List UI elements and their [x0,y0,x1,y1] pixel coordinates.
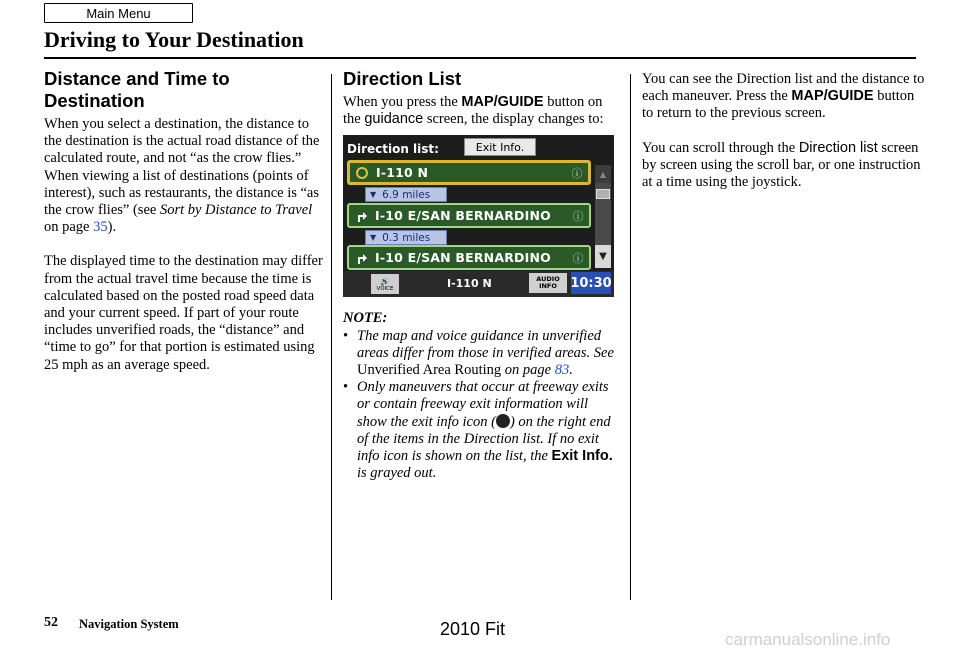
ref-sort-by-distance: Sort by Distance to Travel [159,202,313,219]
current-road: I-110 N [447,277,492,291]
column-direction-list [343,68,618,482]
turn-arrow-icon [353,250,369,266]
direction-row[interactable]: I-10 E/SAN BERNARDINO ⓘ [347,203,591,228]
audio-info-button[interactable]: AUDIO INFO [529,273,567,293]
guidance-screen-label: guidance [364,111,424,128]
exit-info-icon [496,414,510,428]
speaker-icon: 🔊 [380,276,390,286]
down-arrow-icon: ▼ [370,233,377,243]
model-label: 2010 Fit [440,619,506,639]
paragraph-see-list: You can see the Direction list and the distance to each maneuver. Press the MAP/GUIDE button to return to the previous screen. [642,71,925,122]
direction-row[interactable]: I-10 E/SAN BERNARDINO ⓘ [347,245,591,270]
paragraph-intro: When you press the MAP/GUIDE button on the guidance screen, the display changes to: [343,94,604,128]
distance-label: ▼ 0.3 miles [365,230,447,245]
screen-title: Direction list: [347,142,439,157]
scrollbar[interactable] [595,165,611,268]
destination-marker-icon [354,165,370,181]
exit-info-label: Exit Info. [551,448,613,465]
heading-rule [44,57,916,59]
direction-list-screen-label: Direction list [798,139,878,156]
paragraph-scroll: You can scroll through the Direction list screen by screen using the scroll bar, or one instruction at a time using the joystick. [642,139,921,191]
manual-name: Navigation System [79,617,179,631]
note-block [343,310,618,482]
exit-info-icon: ⓘ [572,209,584,223]
note-item: • Only maneuvers that occur at freeway exits or contain freeway exit information will show the exit info icon ( ) on the right end of the items in the Direction list. If no exit info icon is shown on the list, the Exit Info. is grayed out. [343,379,618,482]
turn-arrow-icon [353,208,369,224]
scroll-up-icon[interactable]: ▲ [595,165,611,183]
exit-info-button[interactable]: Exit Info. [464,138,536,156]
note-title: NOTE: [343,310,388,327]
down-arrow-icon: ▼ [370,190,377,200]
column-divider-2 [630,74,631,600]
section-title-distance-time: Distance and Time to Destination [44,68,230,111]
page-title: Driving to Your Destination [44,27,304,52]
paragraph-distance: When you select a destination, the distance to the destination is the actual road distance of the calculated route, and not “as the crow flies.” When viewing a list of destinations (points of interest), such as restaurants, the distance is “as the crow flies” (see Sort by Distance to Travel on page 35). [44,116,320,236]
exit-info-icon: ⓘ [572,251,584,265]
direction-row[interactable]: I-110 N ⓘ [347,160,591,185]
watermark: carmanualsonline.info [725,630,891,649]
note-item: • The map and voice guidance in unverified areas differ from those in verified areas. See Unverified Area Routing on page 83. [343,328,618,380]
exit-info-icon: ⓘ [571,166,583,180]
ref-unverified-area: Unverified Area Routing [357,362,502,379]
scroll-down-icon[interactable]: ▼ [595,245,611,268]
main-menu-button[interactable]: Main Menu [44,3,193,23]
page-link-83[interactable]: 83 [554,362,570,379]
column-distance-time [44,68,324,391]
map-guide-button-label: MAP/GUIDE [791,88,874,105]
map-guide-button-label: MAP/GUIDE [461,94,544,110]
column-divider-1 [331,74,332,600]
clock: 10:30 [571,272,611,294]
voice-button[interactable]: 🔊 VOICE [371,274,399,294]
column-direction-info [642,71,927,208]
direction-list-screen [343,135,614,297]
distance-label: ▼ 6.9 miles [365,187,447,202]
page-link-35[interactable]: 35 [93,219,108,236]
screen-status-bar [343,271,614,297]
paragraph-time: The displayed time to the destination may differ from the actual travel time because the time is calculated based on the posted road speed data and your current speed. If part of your route includes unverified roads, the “distance” and “time to go” for that portion is estimated using 25 mph as an average speed. [44,253,323,373]
page-number: 52 [44,615,58,630]
section-title-direction-list: Direction List [343,68,462,89]
scroll-thumb[interactable] [596,189,610,199]
